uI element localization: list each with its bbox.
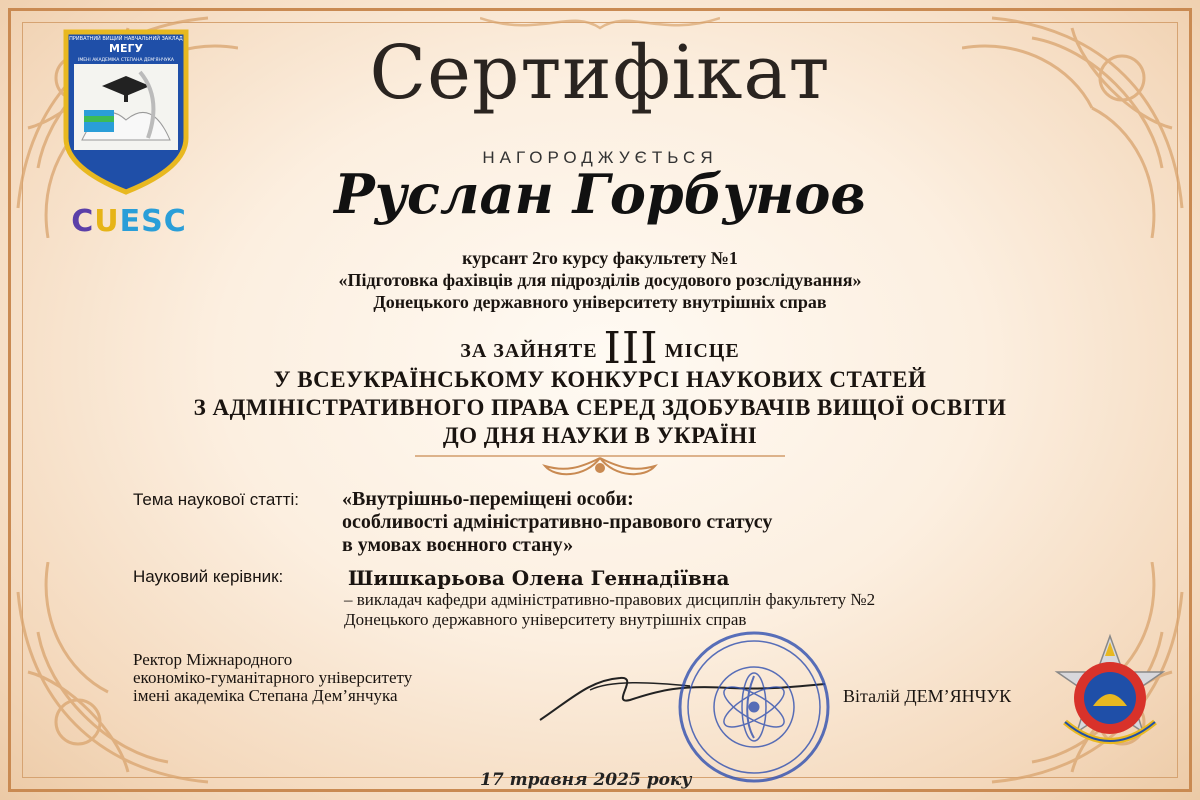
university-stamp (675, 628, 833, 786)
university-logo (62, 28, 196, 239)
student-line: курсант 2го курсу факультету №1 (462, 248, 738, 268)
rector-line: Ректор Міжнародного (133, 650, 293, 669)
place-suffix: МІСЦЕ (664, 340, 740, 362)
contest-description (120, 366, 1080, 450)
topic-line: «Внутрішньо-переміщені особи: (342, 488, 634, 510)
supervisor-line: – викладач кафедри адміністративно-правових дисциплін факультету №2 (344, 590, 876, 609)
contest-line: ДО ДНЯ НАУКИ В УКРАЇНІ (442, 423, 758, 448)
student-info (150, 247, 1050, 313)
cuesc-logo-text (62, 204, 196, 239)
place-prefix: ЗА ЗАЙНЯТЕ (460, 340, 598, 362)
police-university-emblem-icon (1045, 632, 1175, 762)
certificate-title: Сертифікат (369, 30, 831, 116)
cuesc-c: C (71, 204, 95, 239)
logo-sub-text: ІМЕНІ АКАДЕМІКА СТЕПАНА ДЕМ'ЯНЧУКА (78, 58, 174, 63)
awarded-label: НАГОРОДЖУЄТЬСЯ (482, 148, 718, 167)
article-topic (342, 488, 1042, 557)
place-number: III (603, 323, 659, 374)
cuesc-u: U (94, 204, 120, 239)
issue-date: 17 травня 2025 року (480, 770, 692, 790)
contest-line: У ВСЕУКРАЇНСЬКОМУ КОНКУРСІ НАУКОВИХ СТАТЕЙ (273, 367, 927, 392)
supervisor-label: Науковий керівник: (133, 567, 284, 586)
topic-label: Тема наукової статті: (133, 490, 299, 509)
rector-title (133, 651, 513, 705)
recipient-name: Руслан Горбунов (334, 162, 866, 226)
rector-name: Віталій ДЕМ’ЯНЧУК (843, 686, 1012, 706)
corner-ornament-top-right (962, 8, 1192, 238)
supervisor-description (344, 590, 1104, 630)
topic-line: особливості адміністративно-правового статусу (342, 511, 773, 533)
university-shield-icon (62, 28, 190, 196)
student-line: Донецького державного університету внутрішніх справ (373, 292, 827, 312)
cuesc-esc: ESC (119, 204, 187, 239)
divider-ornament (415, 448, 785, 482)
logo-top-text: ПРИВАТНИЙ ВИЩИЙ НАВЧАЛЬНИЙ ЗАКЛАД (69, 36, 183, 42)
rector-line: економіко-гуманітарного університету (133, 668, 413, 687)
supervisor-name: Шишкарьова Олена Геннадіївна (348, 566, 730, 590)
contest-line: З АДМІНІСТРАТИВНОГО ПРАВА СЕРЕД ЗДОБУВАЧІВ ВИЩОЇ ОСВІТИ (193, 395, 1007, 420)
student-line: «Підготовка фахівців для підрозділів досудового розслідування» (338, 270, 862, 290)
topic-line: в умовах воєнного стану» (342, 534, 574, 556)
supervisor-line: Донецького державного університету внутрішніх справ (344, 610, 747, 629)
logo-abbr: МЕГУ (109, 42, 143, 55)
rector-line: імені академіка Степана Дем’янчука (133, 686, 398, 705)
